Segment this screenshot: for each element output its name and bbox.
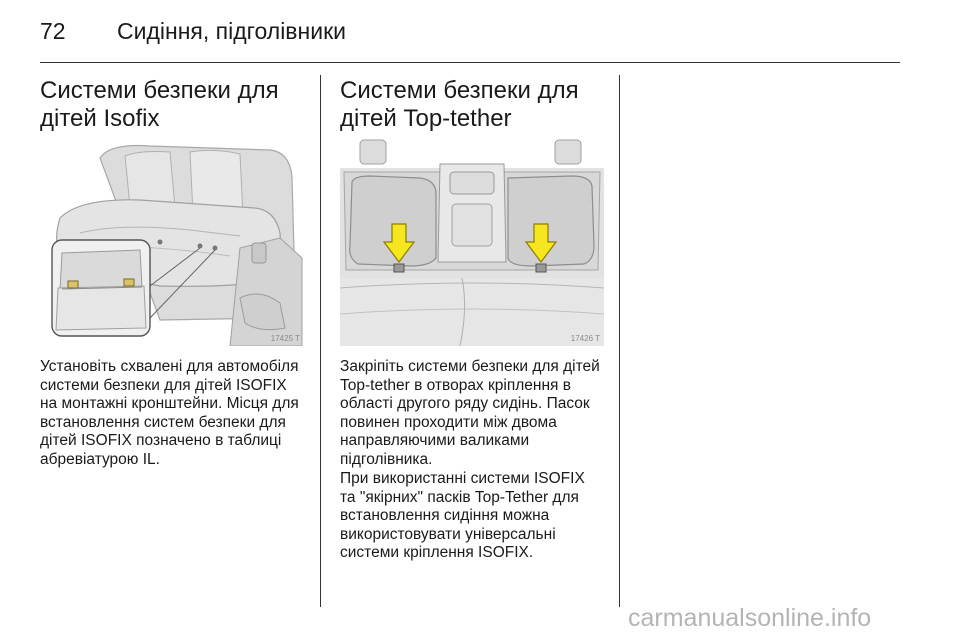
top-tether-drawing bbox=[340, 138, 604, 346]
running-header: Сидіння, підголівники bbox=[117, 18, 346, 44]
figure-code: 17425 T bbox=[270, 334, 300, 343]
top-tether-illustration bbox=[340, 138, 604, 346]
section-title-top-tether bbox=[340, 77, 610, 133]
figure-code: 17426 T bbox=[570, 334, 600, 343]
header-rule bbox=[40, 62, 900, 63]
isofix-seat-drawing bbox=[40, 138, 304, 346]
title-line: Системи безпеки для bbox=[340, 77, 579, 104]
section-title-isofix bbox=[40, 77, 310, 133]
isofix-instructions: Установіть схвалені для автомобіля системи безпеки для дітей ISOFIX на монтажні кронштейни. Місця для встановлення систем безпеки для дітей ISOFIX позначено в таблиці абревіатурою IL. bbox=[40, 358, 299, 468]
page-number: 72 bbox=[40, 18, 66, 44]
column-divider bbox=[619, 75, 620, 607]
isofix-anchor-note: При використанні системи ISOFIX та "якірних" пасків Top-Tether для встановлення сидіння можна використовувати універсальні системи кріплення ISOFIX. bbox=[340, 470, 585, 561]
title-line: дітей Isofix bbox=[40, 105, 160, 132]
column-divider bbox=[320, 75, 321, 607]
isofix-seat-illustration bbox=[40, 138, 304, 346]
title-line: дітей Top-tether bbox=[340, 105, 512, 132]
title-line: Системи безпеки для bbox=[40, 77, 279, 104]
watermark: carmanualsonline.info bbox=[628, 604, 872, 632]
top-tether-instructions: Закріпіть системи безпеки для дітей Top-tether в отворах кріплення в області другого ряду сидінь. Пасок повинен проходити між двома направляючими валиками підголівника. bbox=[340, 358, 600, 468]
